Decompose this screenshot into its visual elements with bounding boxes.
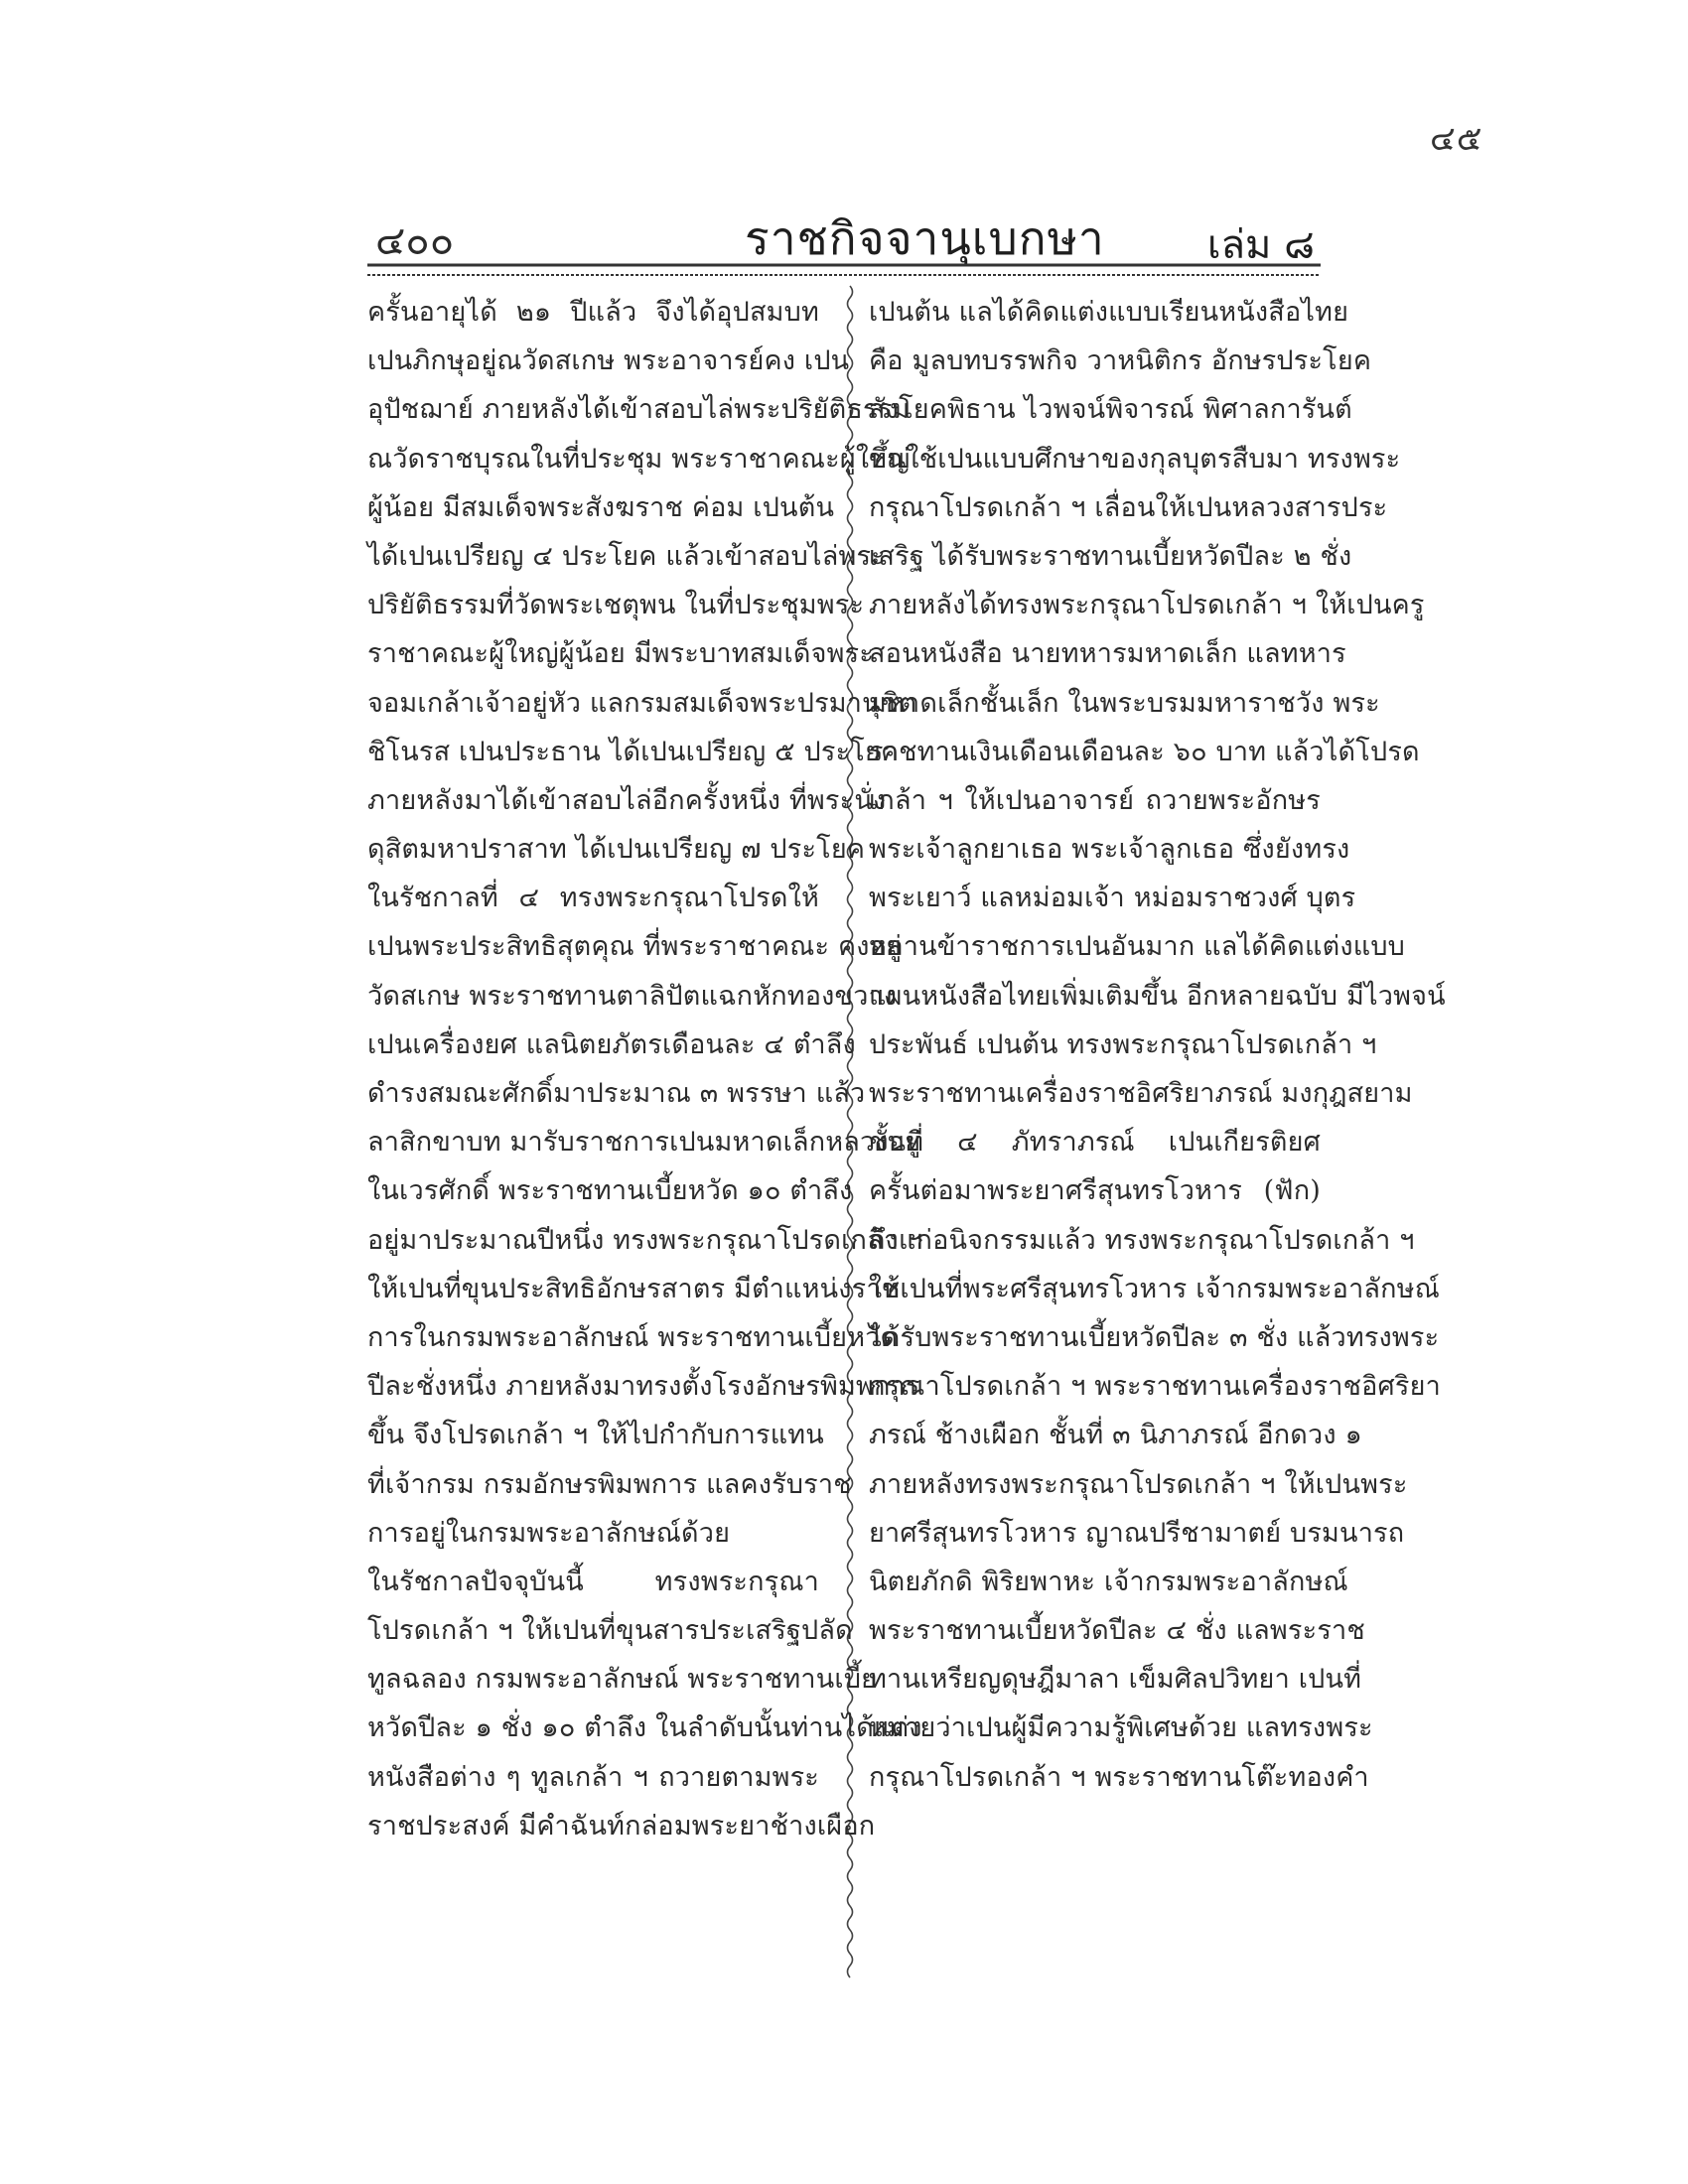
left-column-line: จอมเกล้าเจ้าอยู่หัว แลกรมสมเด็จพระปรมานุชิต bbox=[367, 687, 917, 719]
left-column-line: ราชประสงค์ มีคำฉันท์กล่อมพระยาช้างเผือก bbox=[367, 1810, 876, 1842]
right-column-line: ครั้นต่อมาพระยาศรีสุนทรโวหาร (ฟัก) bbox=[869, 1175, 1321, 1207]
right-column-line: พระเจ้าลูกยาเธอ พระเจ้าลูกเธอ ซึ่งยังทรง bbox=[869, 834, 1350, 866]
left-column-line: หวัดปีละ ๑ ชั่ง ๑๐ ตำลึง ในลำดับนั้นท่านได้แต่ง bbox=[367, 1712, 922, 1744]
right-column-line: ได้รับพระราชทานเบี้ยหวัดปีละ ๓ ชั่ง แล้วทรงพระ bbox=[869, 1321, 1440, 1353]
left-column-line: อุปัชฌาย์ ภายหลังได้เข้าสอบไล่พระปริยัติธรรม bbox=[367, 394, 911, 426]
left-column-line: เปนภิกษุอยู่ณวัดสเกษ พระอาจารย์คง เปน bbox=[367, 345, 850, 377]
left-column-line: ขึ้น จึงโปรดเกล้า ฯ ให้ไปกำกับการแทน bbox=[367, 1420, 824, 1451]
right-column bbox=[869, 288, 1446, 1802]
left-column-line: การในกรมพระอาลักษณ์ พระราชทานเบี้ยหวัด bbox=[367, 1321, 899, 1353]
left-column-line: ลาสิกขาบท มารับราชการเปนมหาดเล็กหลวงอยู่ bbox=[367, 1127, 921, 1159]
right-column-line: ยาศรีสุนทรโวหาร ญาณปรีชามาตย์ บรมนารถ bbox=[869, 1517, 1405, 1549]
left-column-line: เปนเครื่องยศ แลนิตยภัตรเดือนละ ๔ ตำลึง bbox=[367, 1028, 856, 1060]
right-column-line: มหาดเล็กชั้นเล็ก ในพระบรมมหาราชวัง พระ bbox=[869, 687, 1380, 719]
header-page-number: ๔๐๐ bbox=[375, 218, 455, 264]
header-double-rule bbox=[367, 260, 1321, 282]
left-column-line: ในรัชกาลปัจจุบันนี้ ทรงพระกรุณา bbox=[367, 1566, 819, 1597]
left-column-line: ดุสิตมหาปราสาท ได้เปนเปรียญ ๗ ประโยค bbox=[367, 834, 866, 866]
left-column-line: อยู่มาประมาณปีหนึ่ง ทรงพระกรุณาโปรดเกล้า ฯ bbox=[367, 1224, 923, 1256]
left-column-line: ผู้น้อย มีสมเด็จพระสังฆราช ค่อม เปนต้น bbox=[367, 491, 835, 523]
right-column-line: พระราชทานเครื่องราชอิศริยาภรณ์ มงกุฎสยาม bbox=[869, 1078, 1413, 1109]
right-column-line: ภายหลังทรงพระกรุณาโปรดเกล้า ฯ ให้เปนพระ bbox=[869, 1468, 1408, 1500]
left-column-line: ในรัชกาลที่ ๔ ทรงพระกรุณาโปรดให้ bbox=[367, 883, 819, 914]
left-column-line: ที่เจ้ากรม กรมอักษรพิมพการ แลคงรับราช bbox=[367, 1468, 852, 1500]
right-column-line: ทานเหรียญดุษฎีมาลา เข็มศิลปวิทยา เปนที่ bbox=[869, 1664, 1362, 1696]
left-column bbox=[367, 288, 923, 1850]
right-column-line: หลานข้าราชการเปนอันมาก แลได้คิดแต่งแบบ bbox=[869, 931, 1406, 963]
left-column-line: ภายหลังมาได้เข้าสอบไล่อีกครั้งหนึ่ง ที่พระนั่ง bbox=[367, 784, 887, 816]
right-column-line: เกล้า ฯ ให้เปนอาจารย์ ถวายพระอักษร bbox=[869, 784, 1321, 816]
right-column-line: สอนหนังสือ นายทหารมหาดเล็ก แลทหาร bbox=[869, 638, 1346, 670]
header-title: ราชกิจจานุเบกษา bbox=[745, 211, 1105, 265]
right-column-line: ถึงแก่อนิจกรรมแล้ว ทรงพระกรุณาโปรดเกล้า ฯ bbox=[869, 1224, 1415, 1256]
right-column-line: กรุณาโปรดเกล้า ฯ พระราชทานโต๊ะทองคำ bbox=[869, 1761, 1369, 1793]
right-column-line: นิตยภักดิ พิริยพาหะ เจ้ากรมพระอาลักษณ์ bbox=[869, 1566, 1348, 1597]
right-column-line: หมายว่าเปนผู้มีความรู้พิเศษด้วย แลทรงพระ bbox=[869, 1712, 1373, 1744]
left-column-line: ในเวรศักดิ์ พระราชทานเบี้ยหวัด ๑๐ ตำลึง bbox=[367, 1175, 853, 1207]
left-column-line: ปีละชั่งหนึ่ง ภายหลังมาทรงตั้งโรงอักษรพิมพการ bbox=[367, 1371, 920, 1403]
right-column-line: ประพันธ์ เปนต้น ทรงพระกรุณาโปรดเกล้า ฯ bbox=[869, 1028, 1377, 1060]
left-column-line: ให้เปนที่ขุนประสิทธิอักษรสาตร มีตำแหน่งราช bbox=[367, 1273, 901, 1304]
left-column-line: ปริยัติธรรมที่วัดพระเชตุพน ในที่ประชุมพระ bbox=[367, 590, 865, 621]
right-column-line: เปนต้น แลได้คิดแต่งแบบเรียนหนังสือไทย bbox=[869, 297, 1349, 328]
right-column-line: แผนหนังสือไทยเพิ่มเติมขึ้น อีกหลายฉบับ มีไวพจน์ bbox=[869, 980, 1446, 1012]
left-column-line: ณวัดราชบุรณในที่ประชุม พระราชาคณะผู้ใหญ่ bbox=[367, 443, 911, 475]
right-column-line: เสริฐ ได้รับพระราชทานเบี้ยหวัดปีละ ๒ ชั่ง bbox=[869, 540, 1352, 572]
right-column-line: ภายหลังได้ทรงพระกรุณาโปรดเกล้า ฯ ให้เปนครู bbox=[869, 590, 1425, 621]
left-column-line: ดำรงสมณะศักดิ์มาประมาณ ๓ พรรษา แล้ว bbox=[367, 1078, 866, 1109]
right-column-line: กรุณาโปรดเกล้า ฯ พระราชทานเครื่องราชอิศริยา bbox=[869, 1371, 1441, 1403]
left-column-line: ได้เปนเปรียญ ๔ ประโยค แล้วเข้าสอบไล่พระ bbox=[367, 540, 886, 572]
header-volume: เล่ม ๘ bbox=[1206, 222, 1315, 268]
left-column-line: การอยู่ในกรมพระอาลักษณ์ด้วย bbox=[367, 1517, 731, 1549]
right-column-line: กรุณาโปรดเกล้า ฯ เลื่อนให้เปนหลวงสารประ bbox=[869, 491, 1388, 523]
outer-page-number: ๔๕ bbox=[1430, 119, 1483, 159]
left-column-line: ทูลฉลอง กรมพระอาลักษณ์ พระราชทานเบี้ย bbox=[367, 1664, 878, 1696]
running-head bbox=[367, 195, 1321, 268]
right-column-line: ชั้นที่ ๔ ภัทราภรณ์ เปนเกียรติยศ bbox=[869, 1127, 1321, 1159]
left-column-line: เปนพระประสิทธิสุตคุณ ที่พระราชาคณะ คงอยู่ bbox=[367, 931, 903, 963]
scanned-page bbox=[367, 195, 1446, 1962]
left-column-line: หนังสือต่าง ๆ ทูลเกล้า ฯ ถวายตามพระ bbox=[367, 1761, 819, 1793]
right-column-line: ให้เปนที่พระศรีสุนทรโวหาร เจ้ากรมพระอาลักษณ์ bbox=[869, 1273, 1440, 1304]
right-column-line: พระเยาว์ แลหม่อมเจ้า หม่อมราชวงศ์ บุตร bbox=[869, 883, 1356, 914]
right-column-line: พระราชทานเบี้ยหวัดปีละ ๔ ชั่ง แลพระราช bbox=[869, 1615, 1365, 1647]
left-column-line: วัดสเกษ พระราชทานตาลิปัตแฉกหักทองขวาง bbox=[367, 980, 898, 1012]
right-column-line: คือ มูลบทบรรพกิจ วาหนิติกร อักษรประโยค bbox=[869, 345, 1372, 377]
left-column-line: ชิโนรส เปนประธาน ได้เปนเปรียญ ๕ ประโยค bbox=[367, 736, 900, 767]
right-column-line: ราชทานเงินเดือนเดือนละ ๖๐ บาท แล้วได้โปรด bbox=[869, 736, 1420, 767]
left-column-line: ราชาคณะผู้ใหญ่ผู้น้อย มีพระบาทสมเด็จพระ bbox=[367, 638, 875, 670]
right-column-line: ภรณ์ ช้างเผือก ชั้นที่ ๓ นิภาภรณ์ อีกดวง ๑ bbox=[869, 1420, 1362, 1451]
right-column-line: ขึ้นใช้เปนแบบศึกษาของกุลบุตรสืบมา ทรงพระ bbox=[869, 443, 1401, 475]
left-column-line: โปรดเกล้า ฯ ให้เปนที่ขุนสารประเสริฐปลัด bbox=[367, 1615, 853, 1647]
right-column-line: สังโยคพิธาน ไวพจน์พิจารณ์ พิศาลการันต์ bbox=[869, 394, 1352, 426]
left-column-line: ครั้นอายุได้ ๒๑ ปีแล้ว จึงได้อุปสมบท bbox=[367, 297, 819, 328]
